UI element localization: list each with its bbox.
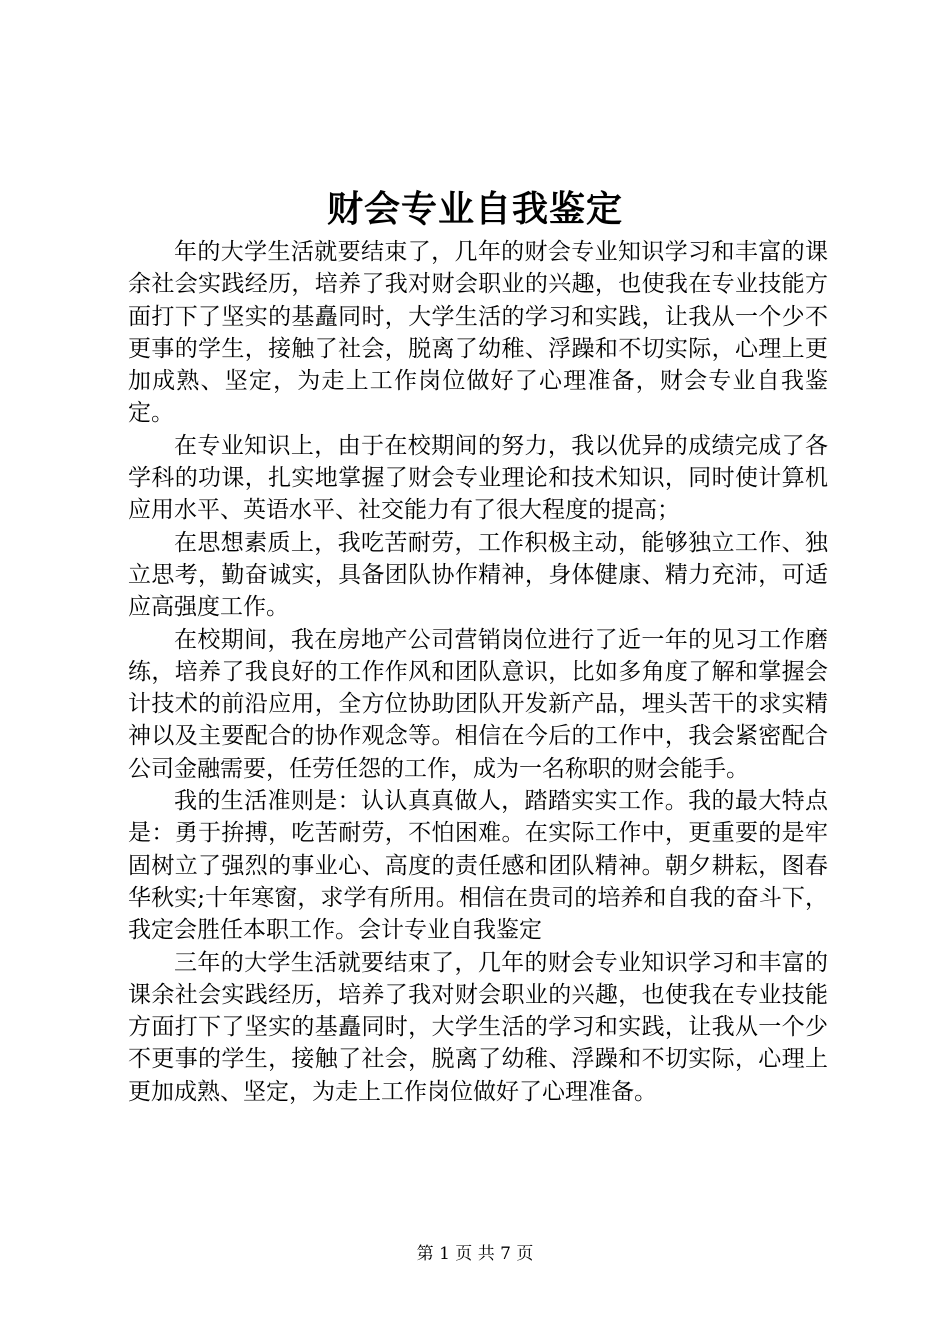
paragraph-3: 在思想素质上，我吃苦耐劳，工作积极主动，能够独立工作、独立思考，勤奋诚实，具备团队协作精神，身体健康、精力充沛，可适应高强度工作。: [128, 529, 828, 621]
document-body: [128, 236, 828, 1108]
paragraph-2: 在专业知识上，由于在校期间的努力，我以优异的成绩完成了各学科的功课，扎实地掌握了财会专业理论和技术知识，同时使计算机应用水平、英语水平、社交能力有了很大程度的提高；: [128, 432, 828, 524]
page-number-footer: 第 1 页 共 7 页: [416, 1244, 534, 1264]
paragraph-4: 在校期间，我在房地产公司营销岗位进行了近一年的见习工作磨练，培养了我良好的工作作风和团队意识，比如多角度了解和掌握会计技术的前沿应用，全方位协助团队开发新产品，埋头苦干的求实精神以及主要配合的协作观念等。相信在今后的工作中，我会紧密配合公司金融需要，任劳任怨的工作，成为一名称职的财会能手。: [128, 626, 828, 782]
paragraph-6: 三年的大学生活就要结束了，几年的财会专业知识学习和丰富的课余社会实践经历，培养了我对财会职业的兴趣，也使我在专业技能方面打下了坚实的基矗同时，大学生活的学习和实践，让我从一个少不更事的学生，接触了社会，脱离了幼稚、浮躁和不切实际，心理上更加成熟、坚定，为走上工作岗位做好了心理准备。: [128, 949, 828, 1105]
paragraph-1: 年的大学生活就要结束了，几年的财会专业知识学习和丰富的课余社会实践经历，培养了我对财会职业的兴趣，也使我在专业技能方面打下了坚实的基矗同时，大学生活的学习和实践，让我从一个少不更事的学生，接触了社会，脱离了幼稚、浮躁和不切实际，心理上更加成熟、坚定，为走上工作岗位做好了心理准备，财会专业自我鉴定。: [128, 239, 828, 427]
paragraph-5: 我的生活准则是：认认真真做人，踏踏实实工作。我的最大特点是：勇于拚搏，吃苦耐劳，不怕困难。在实际工作中，更重要的是牢固树立了强烈的事业心、高度的责任感和团队精神。朝夕耕耘，图春华秋实;十年寒窗，求学有所用。相信在贵司的培养和自我的奋斗下，我定会胜任本职工作。会计专业自我鉴定: [128, 788, 828, 944]
document-title: 财会专业自我鉴定: [326, 188, 623, 230]
